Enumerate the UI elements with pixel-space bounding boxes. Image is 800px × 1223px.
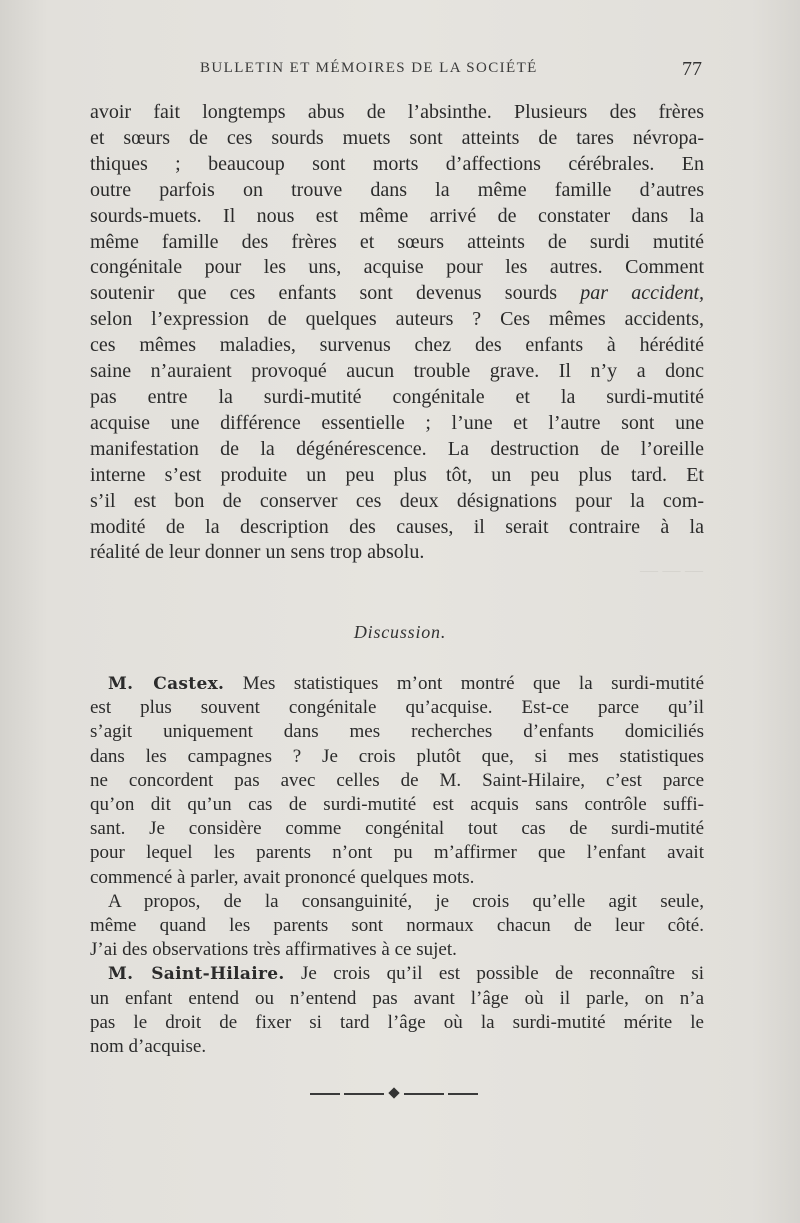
show-through-text: — — — <box>640 560 703 580</box>
body-line: congénitale pour les uns, acquise pour les autres. Comment <box>90 256 704 279</box>
body-line: outre parfois on trouve dans la même famille d’autres <box>90 178 704 201</box>
body-line-text: soutenir que ces enfants sont devenus sourds <box>90 282 558 305</box>
castex-para2-line: J’ai des observations très affirmatives à ce sujet. <box>90 939 457 961</box>
body-line: pas entre la surdi-mutité congénitale et la surdi-mutité <box>90 385 704 408</box>
castex-line: qu’on dit qu’un cas de surdi-mutité est acquis sans contrôle suffi- <box>90 794 704 816</box>
body-line: selon l’expression de quelques auteurs ? Ces mêmes accidents, <box>90 308 704 331</box>
castex-line: sant. Je considère comme congénital tout cas de surdi-mutité <box>90 818 704 840</box>
body-line: manifestation de la dégénérescence. La destruction de l’oreille <box>90 437 704 460</box>
saint-hilaire-line: nom d’acquise. <box>90 1036 207 1058</box>
page-number: 77 <box>682 58 702 80</box>
saint-hilaire-first-line <box>90 962 704 986</box>
saint-hilaire-line: pas le droit de fixer si tard l’âge où la surdi-mutité mérite le <box>90 1011 704 1033</box>
body-line: s’il est bon de conserver ces deux désignations pour la com- <box>90 489 704 512</box>
body-line: ces mêmes maladies, survenus chez des enfants à hérédité <box>90 334 704 357</box>
saint-hilaire-line: un enfant entend ou n’entend pas avant l’âge où il parle, on n’a <box>90 987 704 1009</box>
body-line: modité de la description des causes, il serait contraire à la <box>90 515 704 538</box>
diamond-icon <box>388 1087 399 1098</box>
discussion-section <box>90 672 704 1059</box>
body-line: saine n’auraient provoqué aucun trouble grave. Il n’y a donc <box>90 360 704 383</box>
castex-line: commencé à parler, avait prononcé quelques mots. <box>90 866 475 888</box>
body-line: même famille des frères et sœurs atteints de surdi mutité <box>90 230 704 253</box>
body-line: interne s’est produite un peu plus tôt, un peu plus tard. Et <box>90 463 704 486</box>
speaker-saint-hilaire: M. Saint-Hilaire. <box>108 964 285 985</box>
body-line: avoir fait longtemps abus de l’absinthe. Plusieurs des frères <box>90 101 704 123</box>
body-line: sourds-muets. Il nous est même arrivé de constater dans la <box>90 204 704 227</box>
running-head <box>0 58 800 84</box>
body-paragraph <box>90 100 704 566</box>
castex-line: pour lequel les parents n’ont pu m’affirmer que l’enfant avait <box>90 842 704 864</box>
castex-para2-line: même quand les parents sont normaux chacun de leur côté. <box>90 915 704 937</box>
italic-phrase: par accident, <box>580 282 704 305</box>
body-line: et sœurs de ces sourds muets sont atteints de tares névropa- <box>90 126 704 149</box>
section-heading: Discussion. <box>353 622 447 642</box>
section-end-ornament <box>310 1088 480 1100</box>
body-line: réalité de leur donner un sens trop absolu. <box>90 541 425 564</box>
castex-line: est plus souvent congénitale qu’acquise. Est-ce parce qu’il <box>90 697 704 719</box>
ornament-rule <box>310 1093 340 1095</box>
body-line: thiques ; beaucoup sont morts d’affections cérébrales. En <box>90 152 704 175</box>
ornament-rule <box>448 1093 478 1095</box>
castex-first-line <box>90 672 704 696</box>
castex-line: ne concordent pas avec celles de M. Saint-Hilaire, c’est parce <box>90 769 704 791</box>
ornament-rule <box>344 1093 384 1095</box>
body-line: acquise une différence essentielle ; l’une et l’autre sont une <box>90 411 704 434</box>
ornament-rule <box>404 1093 444 1095</box>
speaker-castex: M. Castex. <box>108 674 225 694</box>
castex-line-text: Mes statistiques m’ont montré que la surdi-mutité <box>242 673 704 694</box>
body-line-with-italic <box>90 281 704 307</box>
castex-line: dans les campagnes ? Je crois plutôt que, si mes statistiques <box>90 745 704 767</box>
saint-hilaire-line-text: Je crois qu’il est possible de reconnaître si <box>301 963 705 985</box>
running-title: BULLETIN ET MÉMOIRES DE LA SOCIÉTÉ <box>200 60 538 76</box>
castex-line: s’agit uniquement dans mes recherches d’enfants domiciliés <box>90 721 704 743</box>
castex-para2-line: A propos, de la consanguinité, je crois qu’elle agit seule, <box>108 890 704 912</box>
